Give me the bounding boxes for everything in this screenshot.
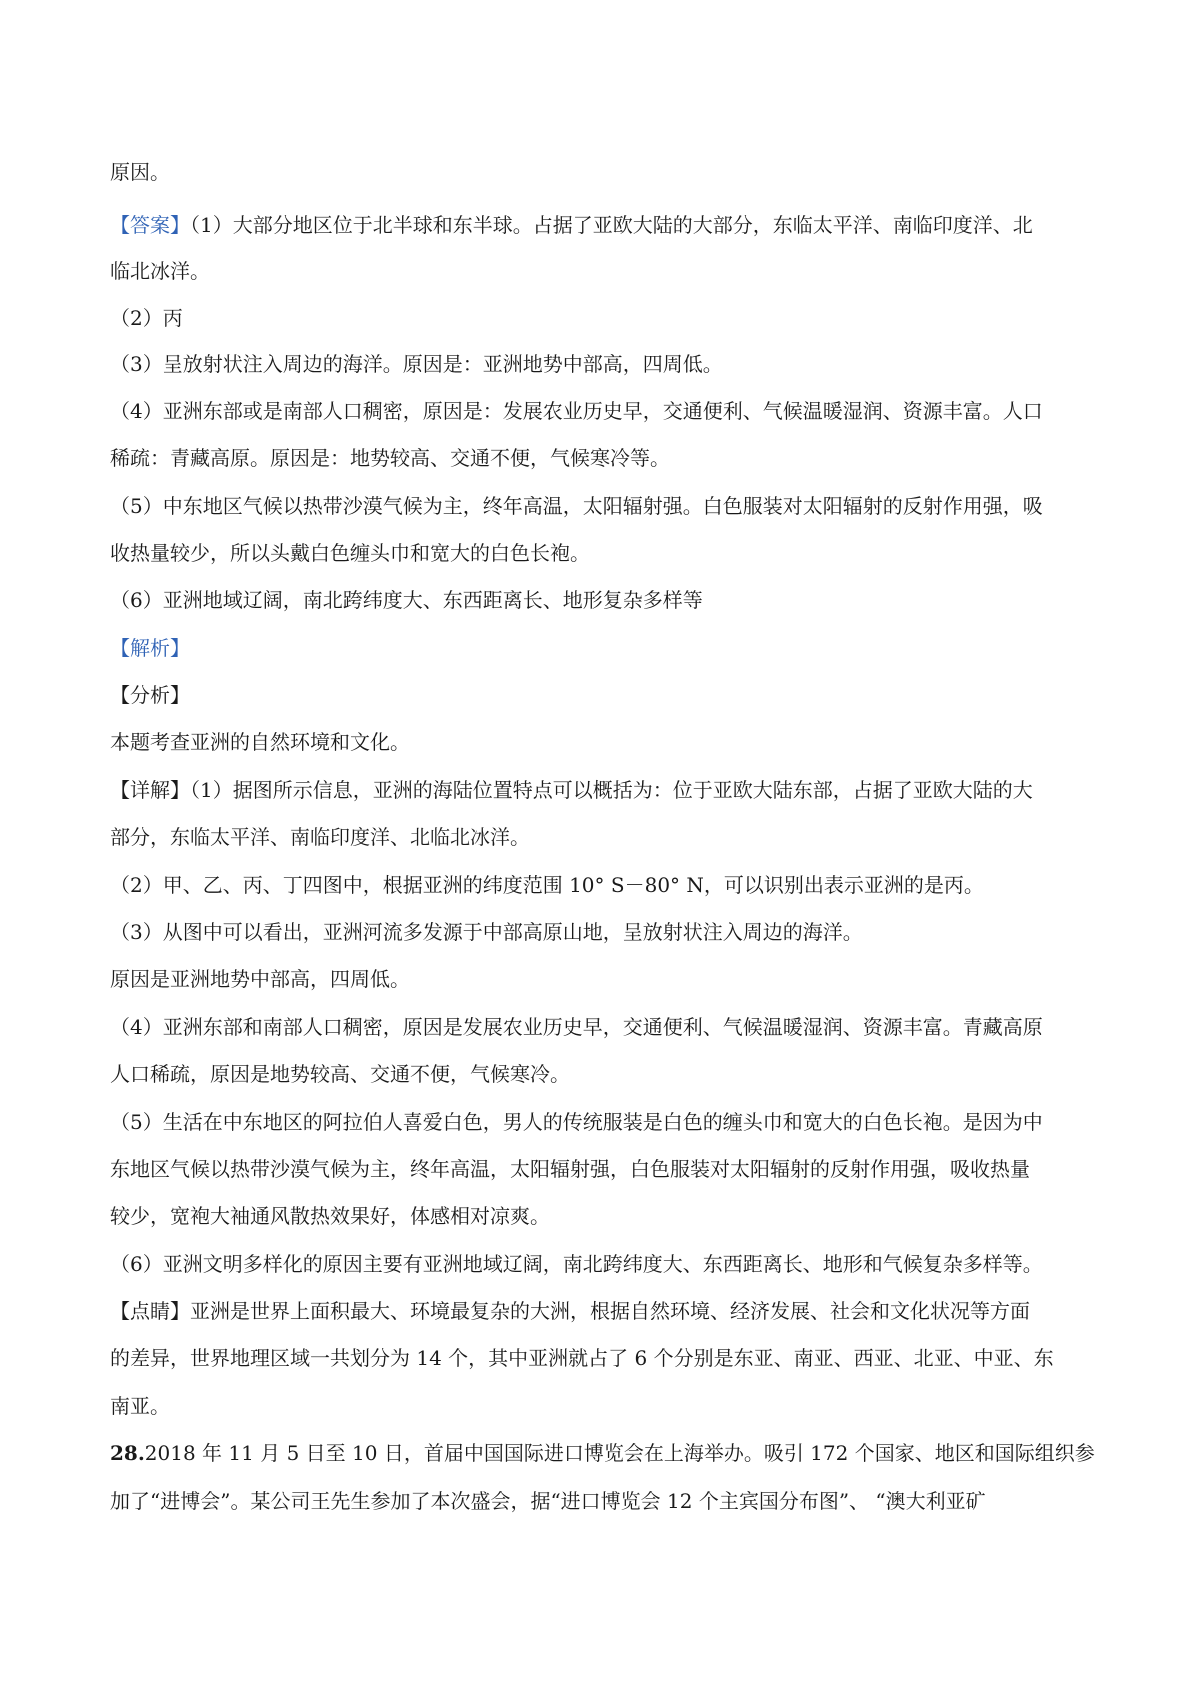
text-line: （3）从图中可以看出，亚洲河流多发源于中部高原山地，呈放射状注入周边的海洋。	[110, 920, 863, 944]
question-number: 28.	[110, 1441, 145, 1465]
text-line: 原因。	[110, 160, 170, 184]
answer-label: 【答案】	[110, 213, 190, 237]
text-line: （4）亚洲东部或是南部人口稠密，原因是：发展农业历史早，交通便利、气候温暖湿润、资源丰富。人口	[110, 399, 1043, 423]
text-line: （3）呈放射状注入周边的海洋。原因是：亚洲地势中部高，四周低。	[110, 352, 723, 376]
text-line: 南亚。	[110, 1394, 170, 1418]
analysis-label: 【解析】	[110, 636, 190, 660]
text-line: 临北冰洋。	[110, 259, 210, 283]
text-line: 加了“进博会”。某公司王先生参加了本次盛会，据“进口博览会 12 个主宾国分布图”、 “澳大利亚矿	[110, 1489, 986, 1513]
text-line: 的差异，世界地理区域一共划分为 14 个，其中亚洲就占了 6 个分别是东亚、南亚、西亚、北亚、中亚、东	[110, 1346, 1054, 1370]
tip-text: 亚洲是世界上面积最大、环境最复杂的大洲，根据自然环境、经济发展、社会和文化状况等方面	[190, 1299, 1030, 1323]
detail-text: （1）据图所示信息，亚洲的海陆位置特点可以概括为：位于亚欧大陆东部，占据了亚欧大陆的大	[190, 778, 1033, 802]
text-line: （4）亚洲东部和南部人口稠密，原因是发展农业历史早，交通便利、气候温暖湿润、资源丰富。青藏高原	[110, 1015, 1043, 1039]
tip-label: 【点睛】	[110, 1299, 190, 1323]
text-line: 稀疏：青藏高原。原因是：地势较高、交通不便，气候寒冷等。	[110, 446, 670, 470]
text-line: （2）甲、乙、丙、丁四图中，根据亚洲的纬度范围 10° S－80° N，可以识别出表示亚洲的是丙。	[110, 873, 984, 897]
text-line: （5）中东地区气候以热带沙漠气候为主，终年高温，太阳辐射强。白色服装对太阳辐射的反射作用强，吸	[110, 494, 1043, 518]
tip-line	[110, 1296, 1030, 1326]
text-line: （6）亚洲文明多样化的原因主要有亚洲地域辽阔，南北跨纬度大、东西距离长、地形和气候复杂多样等。	[110, 1252, 1043, 1276]
text-line: 较少，宽袍大袖通风散热效果好，体感相对凉爽。	[110, 1204, 550, 1228]
text-line: （5）生活在中东地区的阿拉伯人喜爱白色，男人的传统服装是白色的缠头巾和宽大的白色长袍。是因为中	[110, 1110, 1043, 1134]
question-text: 2018 年 11 月 5 日至 10 日，首届中国国际进口博览会在上海举办。吸引 172 个国家、地区和国际组织参	[144, 1441, 1095, 1465]
detail-label: 【详解】	[110, 778, 190, 802]
answer-text: （1）大部分地区位于北半球和东半球。占据了亚欧大陆的大部分，东临太平洋、南临印度洋、北	[190, 213, 1033, 237]
answer-line	[110, 210, 1033, 240]
text-line: 人口稀疏，原因是地势较高、交通不便，气候寒冷。	[110, 1062, 570, 1086]
question-line	[110, 1438, 1095, 1468]
text-line: 原因是亚洲地势中部高，四周低。	[110, 967, 410, 991]
text-line: （6）亚洲地域辽阔，南北跨纬度大、东西距离长、地形复杂多样等	[110, 588, 703, 612]
text-line: 收热量较少，所以头戴白色缠头巾和宽大的白色长袍。	[110, 541, 590, 565]
text-line: 本题考查亚洲的自然环境和文化。	[110, 730, 410, 754]
text-line: 东地区气候以热带沙漠气候为主，终年高温，太阳辐射强，白色服装对太阳辐射的反射作用强，吸收热量	[110, 1157, 1030, 1181]
text-line: 部分，东临太平洋、南临印度洋、北临北冰洋。	[110, 825, 530, 849]
text-line: （2）丙	[110, 306, 183, 330]
section-label: 【分析】	[110, 683, 190, 707]
detail-line	[110, 775, 1033, 805]
